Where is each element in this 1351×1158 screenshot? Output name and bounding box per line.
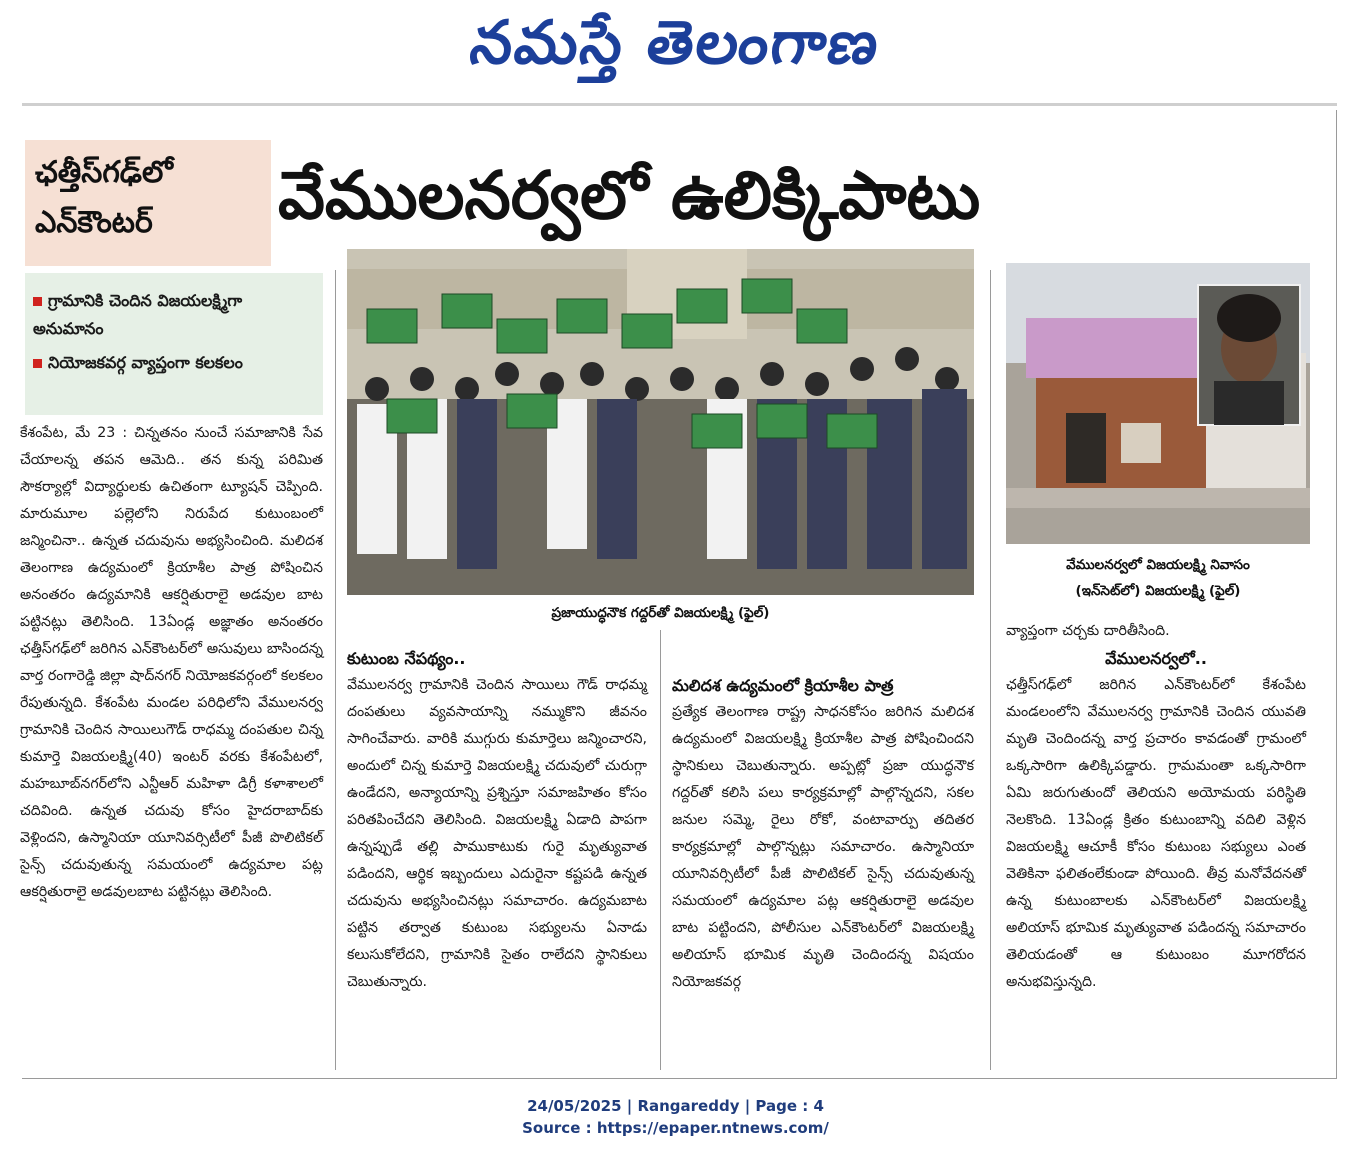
kicker-line-2: ఎన్‌కౌంటర్ <box>35 205 153 240</box>
kicker-line-1: ఛత్తీస్‌గఢ్‌లో <box>35 155 173 190</box>
column-3-spacer <box>672 645 974 672</box>
subpoint-text: నియోజకవర్గ వ్యాప్తంగా కలకలం <box>48 353 243 372</box>
column-3-subhead: మలిదశ ఉద్యమంలో క్రియాశీల పాత్ర <box>672 676 894 695</box>
subpoint-text: గ్రామానికి చెందిన విజయలక్ష్మిగా అనుమానం <box>33 291 243 338</box>
main-photo-caption: ప్రజాయుద్ధనౌక గద్దర్‌తో విజయలక్ష్మి (ఫైల్) <box>551 605 770 621</box>
column-4-subhead: వేములనర్వలో.. <box>1105 649 1207 668</box>
footer <box>0 1095 1351 1139</box>
page-right-border <box>1336 110 1337 1078</box>
column-4-text: ఛత్తీస్‌గఢ్‌లో జరిగిన ఎన్‌కౌంటర్‌లో కేశంపేట మండలంలోని వేములనర్వ గ్రామానికి చెందిన యువతి మృతి చెందిందన్న వార్త ప్రచారం కావడంతో గ్రామంలో ఒక్కసారిగా ఉలిక్కిపడ్డారు. గ్రామమంతా ఒక్కసారిగా ఏమి జరుగుతుందో తెలియని అయోమయ పరిస్థితి నెలకొంది. 13ఏండ్ల క్రితం కుటుంబాన్ని వదిలి వెళ్లిన విజయలక్ష్మి ఆచూకీ కోసం కుటుంబ సభ్యులు ఎంత వెతికినా ఫలితంలేకుండా పోయింది. తీవ్ర మనోవేదనతో ఉన్న కుటుంబాలకు ఎన్‌కౌంటర్‌లో విజయలక్ష్మి అలియాస్ భూమిక మృత్యువాత పడిందన్న సమాచారం తెలియడంతో ఆ కుటుంబం మూగరోదన అనుభవిస్తున్నది. <box>1006 677 1306 990</box>
subpoint-item <box>33 287 315 343</box>
subheading-box <box>25 273 323 415</box>
subpoint-item <box>33 349 315 377</box>
masthead-title: నమస్తే తెలంగాణ <box>466 8 885 78</box>
column-divider <box>335 270 336 1070</box>
house-photo-caption <box>1006 552 1310 604</box>
footer-source-line[interactable]: Source : https://epaper.ntnews.com/ <box>522 1119 829 1137</box>
house-caption-line-2: (ఇన్‌సెట్‌లో) విజయలక్ష్మి (ఫైల్) <box>1075 583 1241 599</box>
column-4-lead-text: వ్యాప్తంగా చర్చకు దారితీసింది. <box>1006 623 1170 639</box>
bullet-square-icon <box>33 297 42 306</box>
page-bottom-rule <box>22 1078 1337 1079</box>
protest-photo-image <box>347 249 974 595</box>
article-column-3 <box>672 645 974 996</box>
column-3-text: ప్రత్యేక తెలంగాణ రాష్ట్ర సాధనకోసం జరిగిన మలిదశ ఉద్యమంలో విజయలక్ష్మి క్రియాశీల పాత్ర పోషించిందని స్థానికులు చెబుతున్నారు. అప్పట్లో ప్రజా యుద్ధనౌక గద్దర్‌తో కలిసి పలు కార్యక్రమాల్లో పాల్గొన్నదని, సకల జనుల సమ్మె, రైలు రోకో, వంటావార్పు తదితర కార్యక్రమాల్లో పాల్గొన్నట్లు సమాచారం. ఉస్మానియా యూనివర్సిటీలో పీజీ పొలిటికల్ సైన్స్ చదువుతున్న సమయంలో ఉద్యమాల పట్ల ఆకర్షితురాలై అడవుల బాట పట్టిందని, పోలీసుల ఎన్‌కౌంటర్‌లో విజయలక్ష్మి అలియాస్ భూమిక మృతి చెందిందన్న విషయం నియోజకవర్గ <box>672 704 974 990</box>
kicker-box <box>25 140 271 266</box>
article-column-1 <box>20 420 323 906</box>
masthead-divider <box>22 103 1337 106</box>
column-divider <box>660 630 661 1070</box>
article-column-2 <box>347 645 647 996</box>
article-column-4 <box>1006 618 1306 996</box>
column-divider <box>990 270 991 1070</box>
footer-date-line: 24/05/2025 | Rangareddy | Page : 4 <box>527 1097 824 1115</box>
house-photo <box>1006 263 1310 544</box>
main-photo <box>347 249 974 595</box>
column-2-subhead: కుటుంబ నేపథ్యం.. <box>347 649 466 668</box>
bullet-square-icon <box>33 359 42 368</box>
house-photo-image <box>1006 263 1310 544</box>
house-caption-line-1: వేములనర్వలో విజయలక్ష్మి నివాసం <box>1066 557 1250 573</box>
headline: వేములనర్వలో ఉలిక్కిపాటు <box>278 157 981 234</box>
column-1-text: కేశంపేట, మే 23 : చిన్నతనం నుంచే సమాజానికి సేవ చేయాలన్న తపన ఆమెది.. తన కున్న పరిమిత సౌకర్యాల్లో విద్యార్థులకు ఉచితంగా ట్యూషన్ చెప్పింది. మారుమూల పల్లెలోని నిరుపేద కుటుంబంలో జన్మించినా.. ఉన్నత చదువును అభ్యసించింది. మలిదశ తెలంగాణ ఉద్యమంలో క్రియాశీల పాత్ర పోషించిన అనంతరం ఉద్యమానికి ఆకర్షితురాలై అడవుల బాట పట్టినట్లు తెలిసింది. 13ఏండ్ల అజ్ఞాతం అనంతరం ఛత్తీస్‌గఢ్‌లో జరిగిన ఎన్‌కౌంటర్‌లో అసువులు బాసిందన్న వార్త రంగారెడ్డి జిల్లా షాద్‌నగర్ నియోజకవర్గంలో కలకలం రేపుతున్నది. కేశంపేట మండల పరిధిలోని వేములనర్వ గ్రామానికి చెందిన సాయిలుగౌడ్ రాధమ్మ దంపతుల చిన్న కుమార్తె విజయలక్ష్మి(40) ఇంటర్ వరకు కేశంపేటలో, మహబూబ్‌నగర్‌లోని ఎన్టీఆర్ మహిళా డిగ్రీ కళాశాలలో చదివింది. ఉన్నత చదువు కోసం హైదరాబాద్‌కు వెళ్లిందని, ఉస్మానియా యూనివర్సిటీలో పీజీ పొలిటికల్ సైన్స్ చదువుతున్న సమయంలో ఉద్యమాల పట్ల ఆకర్షితురాలై అడవులబాట పట్టినట్లు తెలిసింది. <box>20 425 323 900</box>
column-2-text: వేములనర్వ గ్రామానికి చెందిన సాయిలు గౌడ్ రాధమ్మ దంపతులు వ్యవసాయాన్ని నమ్ముకొని జీవనం సాగించేవారు. వారికి ముగ్గురు కుమార్తెలు జన్మించారని, అందులో చిన్న కుమార్తె విజయలక్ష్మి చదువులో చురుగ్గా ఉండేదని, అన్యాయాన్ని ప్రశ్నిస్తూ సమాజహితం కోసం పరితపించేదని తెలిసింది. విజయలక్ష్మి ఏడాది పాపగా ఉన్నప్పుడే తల్లి పాముకాటుకు గురై మృత్యువాత పడిందని, ఆర్థిక ఇబ్బందులు ఎదురైనా కష్టపడి ఉన్నత చదువును అభ్యసించినట్లు సమాచారం. ఉద్యమబాట పట్టిన తర్వాత కుటుంబ సభ్యులను ఏనాడు కలుసుకోలేదని, గ్రామానికి సైతం రాలేదని స్థానికులు చెబుతున్నారు. <box>347 677 647 990</box>
